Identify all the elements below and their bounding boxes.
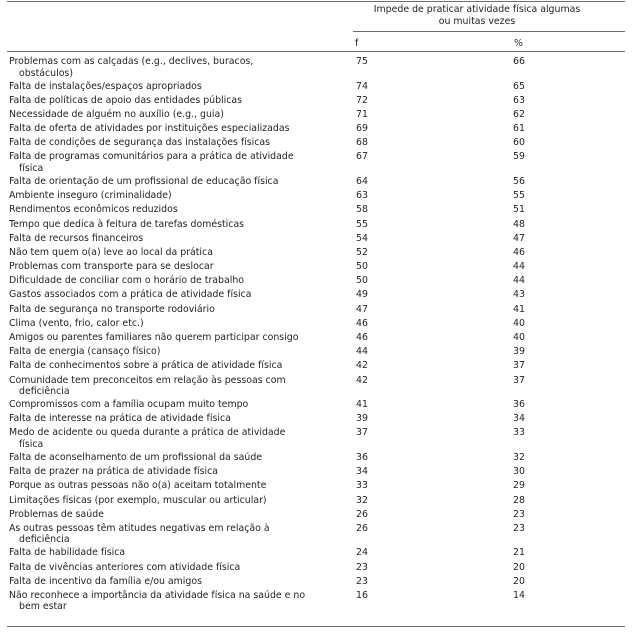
- table-row: [0, 95, 632, 109]
- row-percent: 63: [513, 94, 525, 106]
- row-percent: 40: [513, 317, 525, 329]
- table-row: [0, 261, 632, 275]
- table-row: [0, 151, 632, 176]
- row-frequency: 58: [356, 204, 368, 216]
- row-frequency: 23: [356, 561, 368, 573]
- row-label: [9, 413, 309, 425]
- column-header-percent: %: [514, 38, 523, 49]
- table-row: [0, 304, 632, 318]
- row-percent: 60: [513, 137, 525, 149]
- row-label: [9, 289, 309, 301]
- row-frequency: 26: [356, 508, 368, 520]
- row-percent: 32: [513, 451, 525, 463]
- row-label: [9, 204, 309, 216]
- row-label-continuation: bem estar: [19, 601, 67, 613]
- row-frequency: 46: [356, 317, 368, 329]
- row-label-text: Falta de prazer na prática de atividade física: [9, 466, 218, 478]
- table-row: [0, 547, 632, 561]
- table-row: [0, 590, 632, 615]
- row-label-text: Falta de incentivo da família e/ou amigos: [9, 575, 202, 587]
- row-frequency: 24: [356, 547, 368, 559]
- row-frequency: 71: [356, 108, 368, 120]
- column-group-header-line2: ou muitas vezes: [438, 16, 516, 27]
- row-frequency: 46: [356, 332, 368, 343]
- row-frequency: 50: [356, 261, 368, 273]
- table-row: [0, 81, 632, 95]
- row-percent: 20: [513, 575, 525, 587]
- table-row: [0, 233, 632, 247]
- row-label: [9, 332, 309, 344]
- row-percent: 23: [513, 508, 525, 520]
- row-label: [9, 318, 309, 330]
- row-label-text: Falta de energia (cansaço físico): [9, 346, 161, 358]
- row-label-text: Clima (vento, frio, calor etc.): [9, 317, 144, 329]
- row-frequency: 36: [356, 451, 368, 463]
- row-label-continuation: deficiência: [19, 386, 70, 398]
- row-label: [9, 261, 309, 273]
- row-percent: 30: [513, 466, 525, 478]
- row-label: [9, 576, 309, 588]
- row-label-text: Comunidade tem preconceitos em relação às pessoas com: [9, 374, 286, 386]
- row-percent: 62: [513, 108, 525, 120]
- table-row: [0, 452, 632, 466]
- row-frequency: 74: [356, 80, 368, 92]
- row-label-text: Porque as outras pessoas não o(a) aceitam totalmente: [9, 480, 267, 492]
- row-label: [9, 123, 309, 135]
- table-row: [0, 137, 632, 151]
- row-label-text: Falta de programas comunitários para a prática de atividade: [9, 151, 294, 163]
- row-label-text: Problemas com transporte para se deslocar: [9, 261, 214, 273]
- row-frequency: 16: [356, 589, 368, 601]
- row-label-text: Falta de oferta de atividades por instituições especializadas: [9, 123, 290, 135]
- row-label: [9, 562, 309, 574]
- row-percent: 37: [513, 360, 525, 372]
- row-frequency: 55: [356, 218, 368, 230]
- row-label-text: Falta de aconselhamento de um profissional da saúde: [9, 451, 263, 463]
- row-label-text: Falta de vivências anteriores com atividade física: [9, 561, 241, 573]
- row-percent: 36: [513, 399, 525, 411]
- table-row: [0, 480, 632, 494]
- row-label: [9, 509, 309, 521]
- row-label-text: Falta de orientação de um profissional de educação física: [9, 175, 279, 187]
- row-percent: 23: [513, 522, 525, 534]
- row-label-text: Falta de políticas de apoio das entidades públicas: [9, 94, 243, 106]
- row-frequency: 33: [356, 480, 368, 492]
- row-label-text: Tempo que dedica à feitura de tarefas domésticas: [9, 218, 245, 230]
- row-label-text: Falta de instalações/espaços apropriados: [9, 80, 202, 92]
- row-label-text: Gastos associados com a prática de atividade física: [9, 289, 252, 301]
- row-label-text: Falta de interesse na prática de atividade física: [9, 413, 231, 425]
- row-percent: 28: [513, 494, 525, 506]
- row-label-text: Limitações físicas (por exemplo, muscular ou articular): [9, 494, 267, 506]
- row-percent: 41: [513, 303, 525, 315]
- column-header-f: f: [355, 38, 359, 49]
- row-label: [9, 137, 309, 149]
- row-label: [9, 233, 309, 245]
- table-row: [0, 399, 632, 413]
- column-group-rule: [353, 31, 625, 32]
- row-label-text: Não reconhece a importância da atividade física na saúde e no: [9, 589, 306, 601]
- row-label: [9, 466, 309, 478]
- row-percent: 55: [513, 190, 525, 202]
- row-percent: 39: [513, 346, 525, 358]
- row-label-text: Problemas com as calçadas (e.g., declives, buracos,: [9, 56, 254, 67]
- table-row: [0, 56, 632, 81]
- table-row: [0, 204, 632, 218]
- row-label-text: Falta de condições de segurança das instalações físicas: [9, 137, 271, 149]
- row-label: [9, 247, 309, 259]
- row-frequency: 52: [356, 246, 368, 258]
- row-percent: 44: [513, 275, 525, 287]
- table-row: [0, 318, 632, 332]
- table-row: [0, 466, 632, 480]
- table-row: [0, 562, 632, 576]
- row-label-text: Falta de segurança no transporte rodoviário: [9, 303, 215, 315]
- row-label-text: Rendimentos econômicos reduzidos: [9, 204, 178, 216]
- table-row: [0, 109, 632, 123]
- table-row: [0, 375, 632, 400]
- row-label: [9, 219, 309, 231]
- row-label-text: Não tem quem o(a) leve ao local da prática: [9, 246, 213, 258]
- row-frequency: 26: [356, 522, 368, 534]
- row-frequency: 75: [356, 56, 368, 67]
- table-row: [0, 332, 632, 346]
- row-frequency: 54: [356, 232, 368, 244]
- row-label: [9, 375, 309, 398]
- row-label: [9, 399, 309, 411]
- table-row: [0, 360, 632, 374]
- table-bottom-rule: [7, 626, 625, 627]
- row-label-continuation: deficiência: [19, 534, 70, 546]
- table-row: [0, 247, 632, 261]
- row-label: [9, 547, 309, 559]
- table-row: [0, 176, 632, 190]
- row-frequency: 42: [356, 360, 368, 372]
- row-percent: 33: [513, 427, 525, 439]
- table-row: [0, 576, 632, 590]
- row-frequency: 23: [356, 575, 368, 587]
- table-row: [0, 275, 632, 289]
- row-percent: 66: [513, 56, 525, 67]
- row-label: [9, 176, 309, 188]
- row-label: [9, 109, 309, 121]
- row-label: [9, 346, 309, 358]
- row-percent: 44: [513, 261, 525, 273]
- row-frequency: 49: [356, 289, 368, 301]
- row-label: [9, 56, 309, 79]
- row-label: [9, 81, 309, 93]
- header-bottom-rule: [7, 51, 625, 52]
- row-percent: 59: [513, 151, 525, 163]
- row-frequency: 68: [356, 137, 368, 149]
- row-label: [9, 480, 309, 492]
- row-frequency: 37: [356, 427, 368, 439]
- row-frequency: 41: [356, 399, 368, 411]
- row-label-text: Falta de habilidade física: [9, 547, 126, 559]
- table-row: [0, 346, 632, 360]
- row-label: [9, 523, 309, 546]
- row-label: [9, 95, 309, 107]
- row-percent: 51: [513, 204, 525, 216]
- row-label-text: Medo de acidente ou queda durante a prática de atividade: [9, 427, 286, 439]
- row-label: [9, 495, 309, 507]
- table-row: [0, 219, 632, 233]
- row-percent: 20: [513, 561, 525, 573]
- column-group-header: [346, 4, 608, 28]
- table-top-rule: [7, 1, 625, 2]
- row-label-text: Falta de recursos financeiros: [9, 232, 144, 244]
- row-frequency: 39: [356, 413, 368, 425]
- row-label: [9, 190, 309, 202]
- row-label-text: Necessidade de alguém no auxílio (e.g., guia): [9, 108, 224, 120]
- row-frequency: 63: [356, 190, 368, 202]
- table-body: [0, 56, 632, 614]
- row-label-text: As outras pessoas têm atitudes negativas em relação à: [9, 522, 270, 534]
- row-percent: 34: [513, 413, 525, 425]
- row-label-continuation: física: [19, 438, 44, 450]
- row-percent: 46: [513, 246, 525, 258]
- row-label-continuation: obstáculos): [19, 67, 73, 79]
- row-label-continuation: física: [19, 162, 44, 174]
- row-label: [9, 427, 309, 450]
- column-group-header-line1: Impede de praticar atividade física algumas: [373, 4, 581, 15]
- table-row: [0, 509, 632, 523]
- row-label: [9, 275, 309, 287]
- table-row: [0, 289, 632, 303]
- row-percent: 37: [513, 374, 525, 386]
- row-frequency: 32: [356, 494, 368, 506]
- row-percent: 48: [513, 218, 525, 230]
- row-label-text: Compromissos com a família ocupam muito tempo: [9, 399, 249, 411]
- row-label: [9, 151, 309, 174]
- row-percent: 21: [513, 547, 525, 559]
- table-row: [0, 123, 632, 137]
- table-row: [0, 413, 632, 427]
- row-percent: 56: [513, 175, 525, 187]
- table-row: [0, 523, 632, 548]
- row-percent: 65: [513, 80, 525, 92]
- row-percent: 47: [513, 232, 525, 244]
- row-label: [9, 452, 309, 464]
- table-row: [0, 495, 632, 509]
- row-label: [9, 304, 309, 316]
- row-label-text: Dificuldade de conciliar com o horário de trabalho: [9, 275, 245, 287]
- row-frequency: 69: [356, 123, 368, 135]
- row-frequency: 44: [356, 346, 368, 358]
- row-label-text: Amigos ou parentes familiares não querem participar consigo: [9, 332, 299, 343]
- table-row: [0, 190, 632, 204]
- row-frequency: 50: [356, 275, 368, 287]
- row-frequency: 42: [356, 374, 368, 386]
- row-frequency: 67: [356, 151, 368, 163]
- row-percent: 40: [513, 332, 525, 343]
- row-percent: 43: [513, 289, 525, 301]
- row-label-text: Falta de conhecimentos sobre a prática de atividade física: [9, 360, 283, 372]
- row-label: [9, 360, 309, 372]
- row-frequency: 72: [356, 94, 368, 106]
- row-label-text: Problemas de saúde: [9, 508, 104, 520]
- row-label-text: Ambiente inseguro (criminalidade): [9, 190, 172, 202]
- row-label: [9, 590, 309, 613]
- row-frequency: 47: [356, 303, 368, 315]
- table-row: [0, 427, 632, 452]
- row-frequency: 34: [356, 466, 368, 478]
- row-percent: 14: [513, 589, 525, 601]
- row-frequency: 64: [356, 175, 368, 187]
- row-percent: 61: [513, 123, 525, 135]
- row-percent: 29: [513, 480, 525, 492]
